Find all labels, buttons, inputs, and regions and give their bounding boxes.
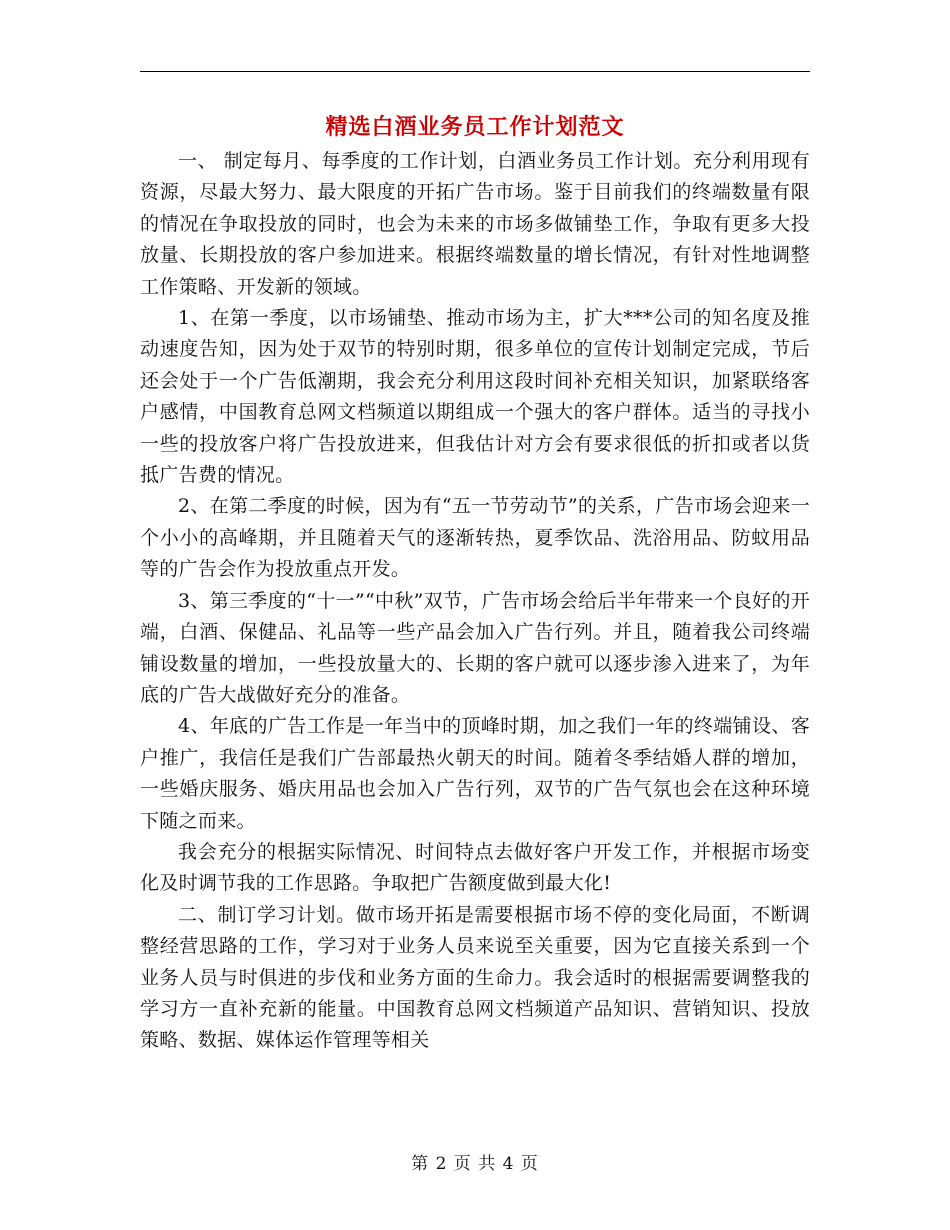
paragraph-1: 一、 制定每月、每季度的工作计划，白酒业务员工作计划。充分利用现有资源，尽最大努力、最大限度的开拓广告市场。鉴于目前我们的终端数量有限的情况在争取投放的同时，也会为未来的市场多做铺垫工作，争取有更多大投放量、长期投放的客户参加进来。根据终端数量的增长情况，有针对性地调整工作策略、开发新的领域。 (140, 150, 810, 298)
header-rule (140, 71, 810, 72)
paragraph-2: 1、在第一季度，以市场铺垫、推动市场为主，扩大***公司的知名度及推动速度告知，因为处于双节的特别时期，很多单位的宣传计划制定完成，节后还会处于一个广告低潮期，我会充分利用这段时间补充相关知识，加紧联络客户感情，中国教育总网文档频道以期组成一个强大的客户群体。适当的寻找小一些的投放客户将广告投放进来，但我估计对方会有要求很低的折扣或者以货抵广告费的情况。 (140, 307, 810, 487)
paragraph-6: 我会充分的根据实际情况、时间特点去做好客户开发工作，并根据市场变化及时调节我的工作思路。争取把广告额度做到最大化! (140, 840, 810, 895)
paragraph-5: 4、年底的广告工作是一年当中的顶峰时期，加之我们一年的终端铺设、客户推广，我信任是我们广告部最热火朝天的时间。随着冬季结婚人群的增加，一些婚庆服务、婚庆用品也会加入广告行列，双节的广告气氛也会在这种环境下随之而来。 (140, 715, 810, 832)
page-footer: 第 2 页 共 4 页 (411, 1154, 539, 1174)
paragraph-3: 2、在第二季度的时候，因为有“五一节劳动节”的关系，广告市场会迎来一个小小的高峰期，并且随着天气的逐渐转热，夏季饮品、洗浴用品、防蚊用品等的广告会作为投放重点开发。 (140, 495, 810, 581)
document-body (140, 146, 810, 1057)
document-title: 精选白酒业务员工作计划范文 (325, 114, 625, 140)
paragraph-7: 二、制订学习计划。做市场开拓是需要根据市场不停的变化局面，不断调整经营思路的工作，学习对于业务人员来说至关重要，因为它直接关系到一个业务人员与时俱进的步伐和业务方面的生命力。我会适时的根据需要调整我的学习方一直补充新的能量。中国教育总网文档频道产品知识、营销知识、投放策略、数据、媒体运作管理等相关 (140, 903, 810, 1052)
paragraph-4: 3、第三季度的“十一”“中秋”双节，广告市场会给后半年带来一个良好的开端，白酒、保健品、礼品等一些产品会加入广告行列。并且，随着我公司终端铺设数量的增加，一些投放量大的、长期的客户就可以逐步渗入进来了，为年底的广告大战做好充分的准备。 (140, 589, 810, 706)
